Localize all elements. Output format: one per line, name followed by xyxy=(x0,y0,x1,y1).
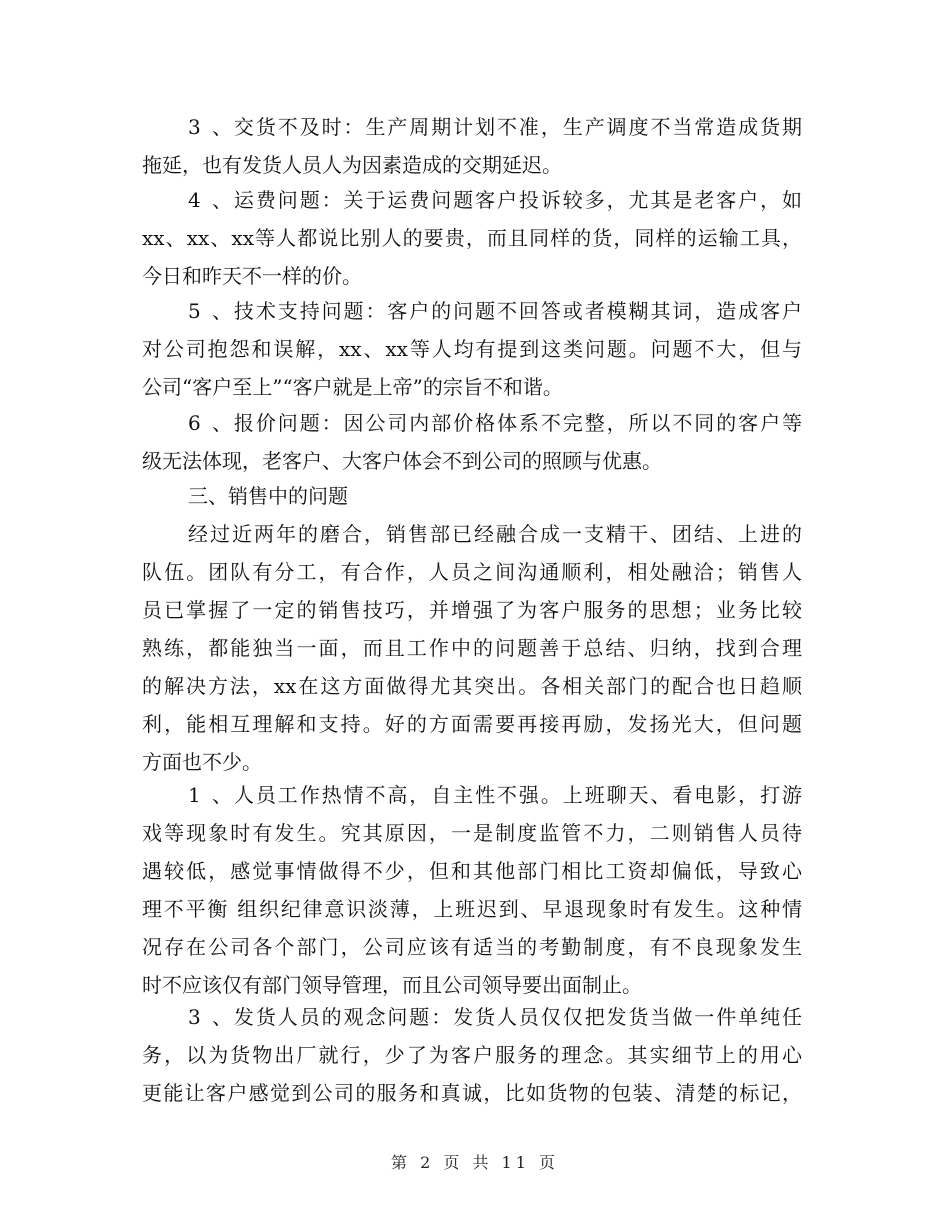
paragraph xyxy=(142,404,802,480)
item-number: 5、 xyxy=(188,299,232,323)
line-text: 理不平衡 组织纪律意识淡薄，上班迟到、早退现象时有发生。这种情 xyxy=(142,897,802,921)
line-text: 遇较低，感觉事情做得不少，但和其他部门相比工资却偏低，导致心 xyxy=(142,859,802,883)
line-text: 熟练，都能独当一面，而且工作中的问题善于总结、归纳，找到合理 xyxy=(142,636,802,660)
line-text: 时不应该仅有部门领导管理，而且公司领导要出面制止。 xyxy=(142,973,642,997)
line-text: 对公司抱怨和误解，xx、xx等人均有提到这类问题。问题不大，但与 xyxy=(142,337,802,361)
text-line xyxy=(142,667,802,705)
text-line xyxy=(142,292,802,330)
text-line xyxy=(142,998,802,1036)
line-text: 经过近两年的磨合，销售部已经融合成一支精干、团结、上进的 xyxy=(188,522,802,546)
item-number: 6、 xyxy=(188,411,232,435)
text-line xyxy=(142,814,802,852)
text-line xyxy=(142,330,802,368)
paragraph xyxy=(142,181,802,295)
text-line xyxy=(142,928,802,966)
text-line xyxy=(142,108,802,146)
line-text: 务，以为货物出厂就行，少了为客户服务的理念。其实细节上的用心 xyxy=(142,1043,802,1067)
text-line xyxy=(142,1036,802,1074)
line-text: 人员工作热情不高，自主性不强。上班聊天、看电影，打游 xyxy=(232,783,802,807)
text-line xyxy=(142,219,802,257)
paragraph xyxy=(142,477,802,515)
item-number: 3、 xyxy=(188,1005,232,1029)
page-footer: 第 2 页 共 11 页 xyxy=(391,1153,559,1172)
text-line xyxy=(142,852,802,890)
line-text: 利，能相互理解和支持。好的方面需要再接再励，发扬光大，但问题 xyxy=(142,712,802,736)
text-line xyxy=(142,705,802,743)
line-text: 更能让客户感觉到公司的服务和真诚，比如货物的包装、清楚的标记， xyxy=(142,1081,802,1105)
line-text: 级无法体现，老客户、大客户体会不到公司的照顾与优惠。 xyxy=(142,449,662,473)
line-text: 队伍。团队有分工，有合作，人员之间沟通顺利，相处融洽；销售人 xyxy=(142,560,802,584)
paragraph xyxy=(142,515,802,781)
text-line xyxy=(142,629,802,667)
paragraph xyxy=(142,998,802,1112)
line-text: 的解决方法，xx在这方面做得尤其突出。各相关部门的配合也日趋顺 xyxy=(142,674,802,698)
text-line xyxy=(142,890,802,928)
text-line xyxy=(142,368,802,406)
line-text: 况存在公司各个部门，公司应该有适当的考勤制度，有不良现象发生 xyxy=(142,935,802,959)
text-line xyxy=(142,553,802,591)
line-text: 三、销售中的问题 xyxy=(188,484,348,508)
paragraph xyxy=(142,292,802,406)
line-text: 运费问题：关于运费问题客户投诉较多，尤其是老客户，如 xyxy=(232,188,802,212)
text-line xyxy=(142,477,802,515)
line-text: 戏等现象时有发生。究其原因，一是制度监管不力，二则销售人员待 xyxy=(142,821,802,845)
text-line xyxy=(142,591,802,629)
line-text: 发货人员的观念问题：发货人员仅仅把发货当做一件单纯任 xyxy=(232,1005,802,1029)
line-text: 方面也不少。 xyxy=(142,750,262,774)
text-line xyxy=(142,257,802,295)
item-number: 3、 xyxy=(188,115,232,139)
line-text: 交货不及时：生产周期计划不准，生产调度不当常造成货期 xyxy=(232,115,802,139)
text-line xyxy=(142,442,802,480)
paragraph xyxy=(142,776,802,1004)
item-number: 4、 xyxy=(188,188,232,212)
line-text: xx、xx、xx等人都说比别人的要贵，而且同样的货，同样的运输工具， xyxy=(142,226,802,250)
text-line xyxy=(142,181,802,219)
line-text: 公司“客户至上”“客户就是上帝”的宗旨不和谐。 xyxy=(142,375,563,399)
line-text: 报价问题：因公司内部价格体系不完整，所以不同的客户等 xyxy=(232,411,802,435)
paragraph xyxy=(142,108,802,184)
text-line xyxy=(142,1074,802,1112)
text-line xyxy=(142,146,802,184)
text-line xyxy=(142,776,802,814)
line-text: 今日和昨天不一样的价。 xyxy=(142,264,362,288)
text-line xyxy=(142,515,802,553)
line-text: 技术支持问题：客户的问题不回答或者模糊其词，造成客户 xyxy=(232,299,802,323)
line-text: 拖延，也有发货人员人为因素造成的交期延迟。 xyxy=(142,153,562,177)
item-number: 1、 xyxy=(188,783,232,807)
text-line xyxy=(142,404,802,442)
line-text: 员已掌握了一定的销售技巧，并增强了为客户服务的思想；业务比较 xyxy=(142,598,802,622)
